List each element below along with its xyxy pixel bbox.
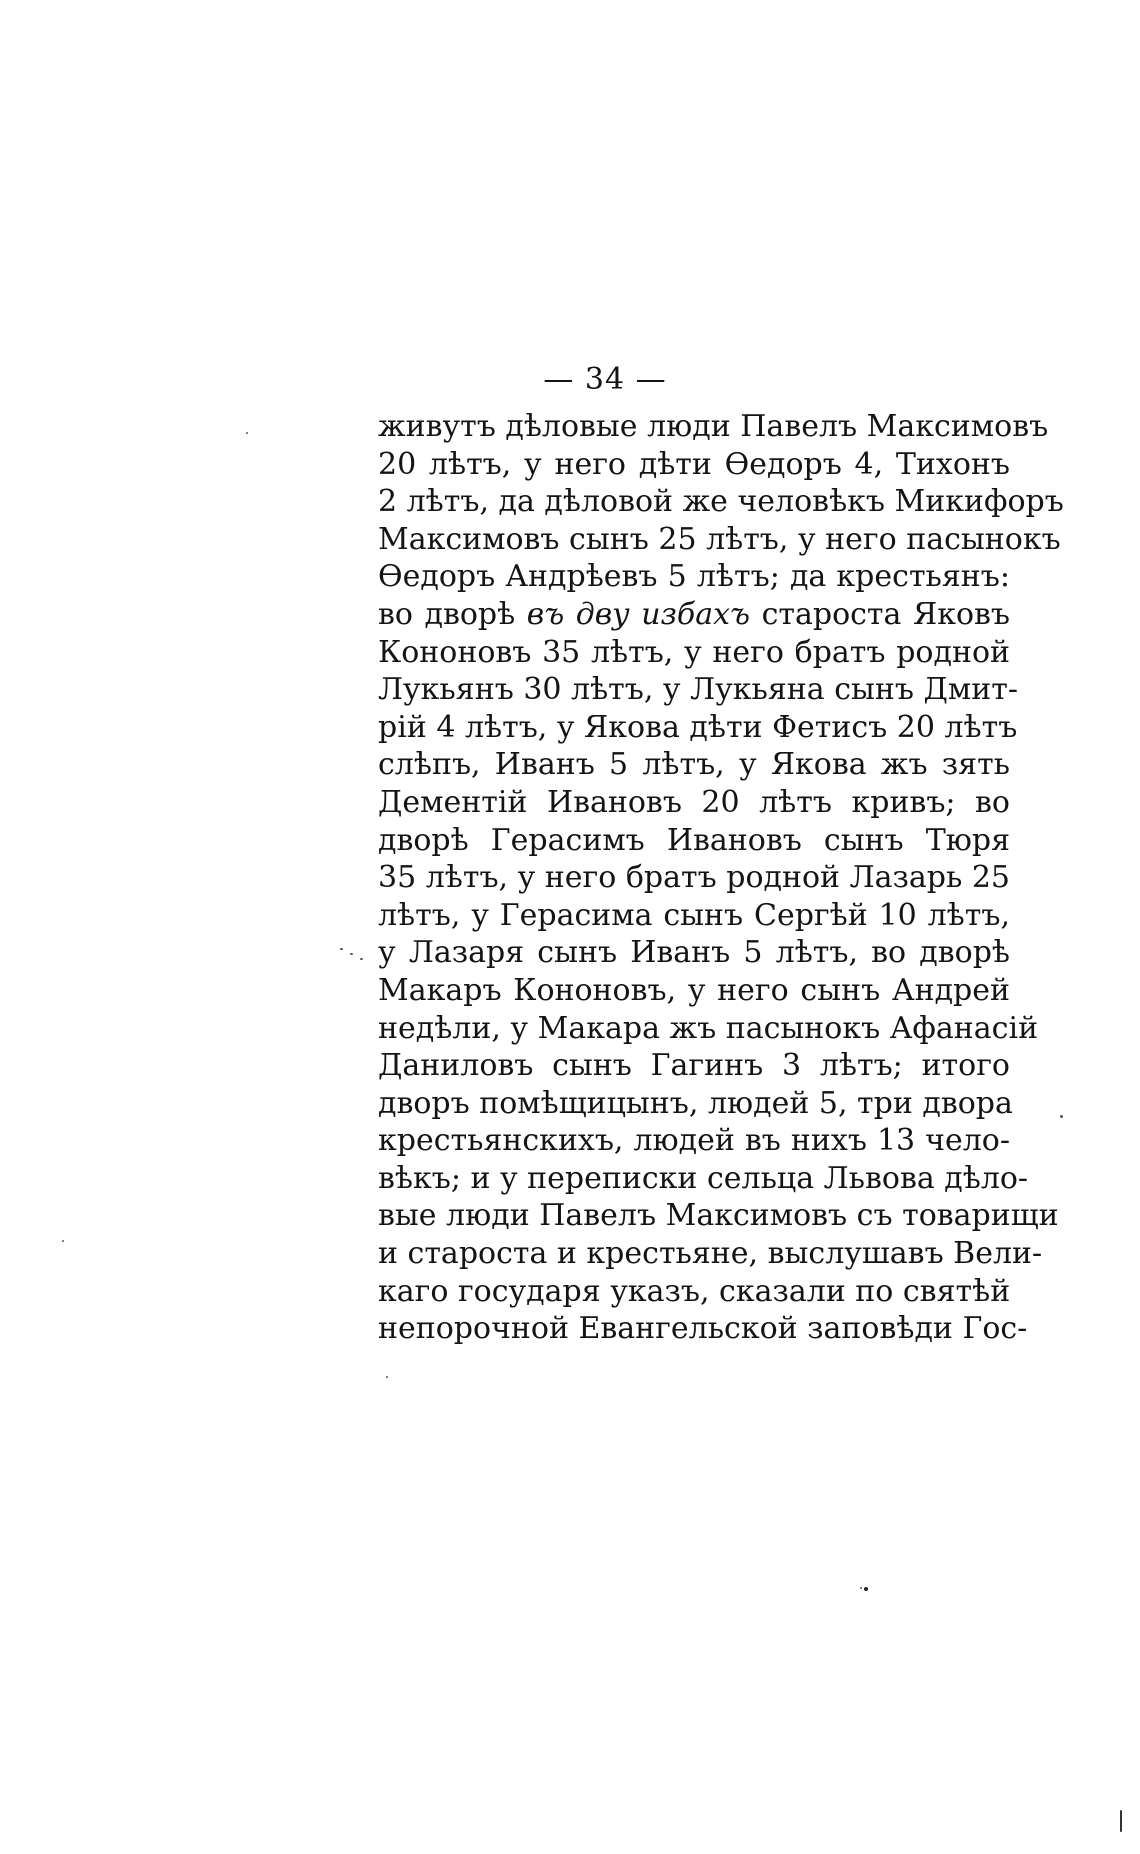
text-line: Лукьянъ 30 лѣтъ, у Лукьяна сынъ Дмит- xyxy=(378,672,1018,708)
text-line: слѣпъ, Иванъ 5 лѣтъ, у Якова жъ зять xyxy=(378,747,1010,783)
text-line: у Лазаря сынъ Иванъ 5 лѣтъ, во дворѣ xyxy=(378,935,1010,971)
scan-speck xyxy=(1060,1115,1063,1118)
text-line: лѣтъ, у Герасима сынъ Сергѣй 10 лѣтъ, xyxy=(378,897,1010,933)
text-line: недѣли, у Макара жъ пасынокъ Афанасій xyxy=(378,1010,1039,1046)
scan-speck xyxy=(1120,1810,1122,1832)
text-line: Максимовъ сынъ 25 лѣтъ, у него пасынокъ xyxy=(378,521,1061,557)
text-line: дворѣ Герасимъ Ивановъ сынъ Тюря xyxy=(378,822,1010,858)
text-line: 2 лѣтъ, да дѣловой же человѣкъ Микифоръ xyxy=(378,484,1064,520)
scan-speck xyxy=(62,1240,64,1242)
scan-speck xyxy=(246,432,248,434)
text-line: 20 лѣтъ, у него дѣти Ѳедоръ 4, Тихонъ xyxy=(378,446,1010,482)
text-segment: староста Яковъ xyxy=(750,596,1010,632)
scan-speck xyxy=(860,1587,862,1589)
text-line xyxy=(378,596,1010,634)
body-text xyxy=(378,408,1064,1348)
text-line: 35 лѣтъ, у него братъ родной Лазарь 25 xyxy=(378,860,1010,896)
text-line: Макаръ Кононовъ, у него сынъ Андрей xyxy=(378,972,1010,1008)
scan-speck xyxy=(350,953,353,955)
scan-speck xyxy=(864,1587,868,1591)
text-line: и староста и крестьяне, выслушавъ Вели- xyxy=(378,1236,1043,1272)
text-line: Кононовъ 35 лѣтъ, у него братъ родной xyxy=(378,634,1010,670)
italic-phrase: въ дву избахъ xyxy=(526,596,751,632)
text-line: живутъ дѣловые люди Павелъ Максимовъ xyxy=(378,409,1049,444)
text-line: вѣкъ; и у переписки сельца Львова дѣло- xyxy=(378,1160,1029,1196)
text-segment: во дворѣ xyxy=(378,596,527,632)
scan-speck xyxy=(340,948,343,950)
text-line: рій 4 лѣтъ, у Якова дѣти Фетисъ 20 лѣтъ xyxy=(378,709,1018,745)
text-line: каго государя указъ, сказали по святѣй xyxy=(378,1273,1011,1309)
text-line: Дементій Ивановъ 20 лѣтъ кривъ; во xyxy=(378,784,1010,820)
text-line: непорочной Евангельской заповѣди Гос- xyxy=(378,1311,1028,1347)
text-line: крестьянскихъ, людей въ нихъ 13 чело- xyxy=(378,1123,1010,1159)
scan-speck xyxy=(386,1376,388,1378)
text-line: Даниловъ сынъ Гагинъ 3 лѣтъ; итого xyxy=(378,1048,1010,1084)
text-line: вые люди Павелъ Максимовъ съ товарищи xyxy=(378,1198,1059,1234)
page-number: — 34 — xyxy=(543,362,667,397)
text-line: Ѳедоръ Андрѣевъ 5 лѣтъ; да крестьянъ: xyxy=(378,559,1010,595)
text-line: дворъ помѣщицынъ, людей 5, три двора xyxy=(378,1085,1013,1121)
scan-speck xyxy=(360,958,363,960)
